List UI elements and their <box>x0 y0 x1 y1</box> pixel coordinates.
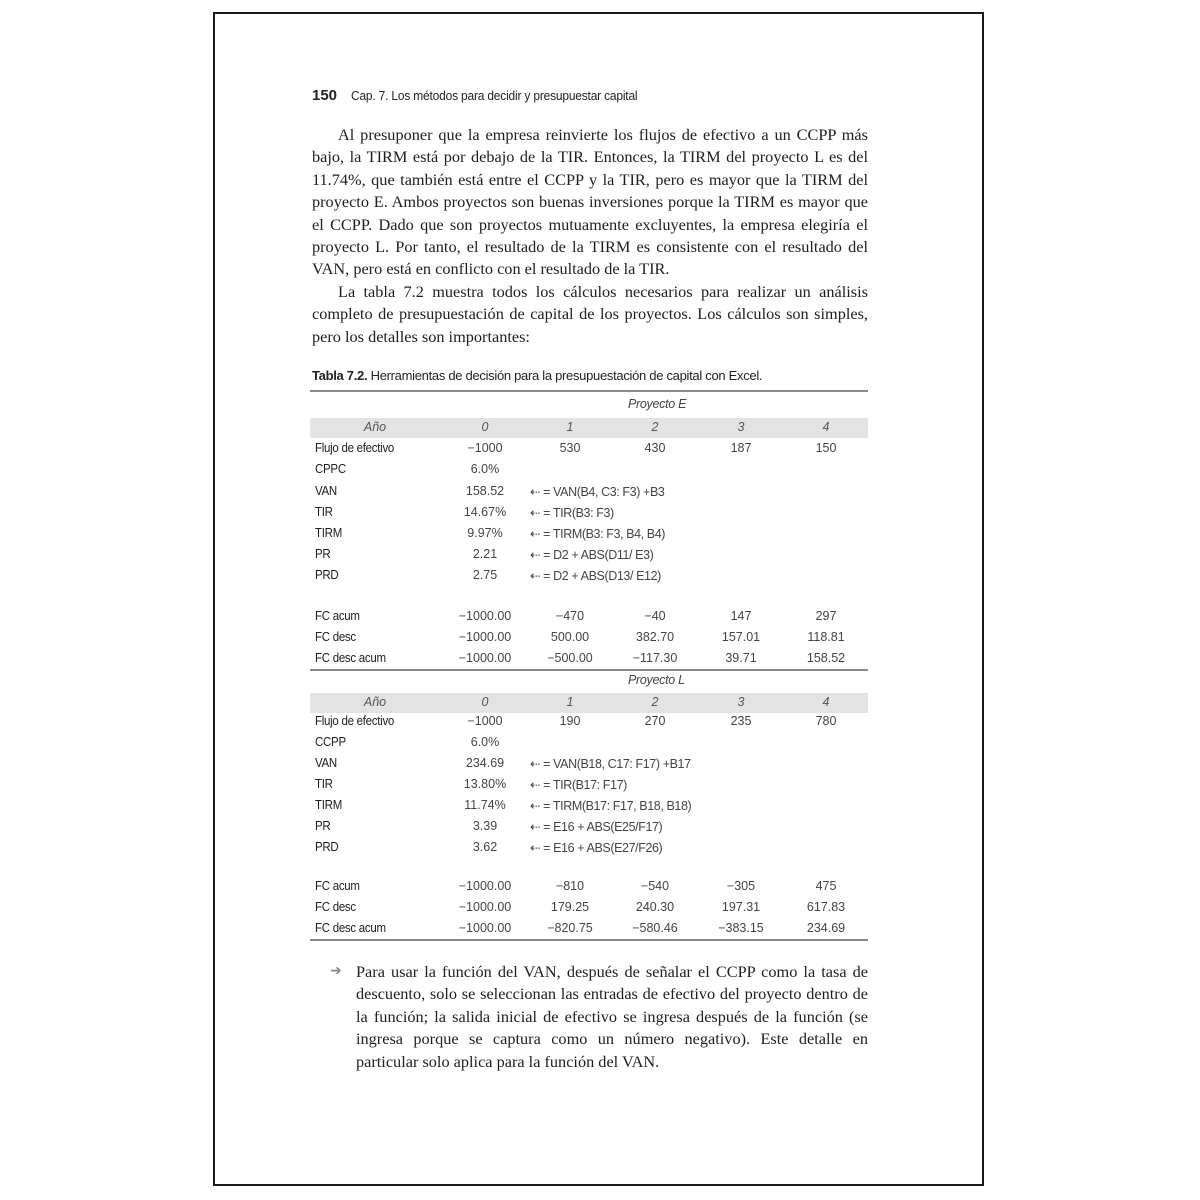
table-cell: 617.83 <box>806 900 846 914</box>
excel-formula: ⇠ = VAN(B18, C17: F17) +B17 <box>530 757 691 771</box>
paragraph: La tabla 7.2 muestra todos los cálculos necesarios para realizar un análisis completo de presupuestación de capital de los proyectos. Los cálculos son simples, pero los detalles son importantes: <box>312 281 868 346</box>
row-label: VAN <box>315 484 337 498</box>
table-cell: 9.97% <box>467 526 503 540</box>
table-row-metric <box>310 777 868 797</box>
table-row-metric <box>310 756 868 776</box>
project-l-year-header <box>310 693 868 713</box>
table-cell: 6.0% <box>470 462 500 476</box>
row-label: FC acum <box>315 879 360 893</box>
table-row-cash-flow <box>310 441 868 461</box>
table-row-metric <box>310 526 868 546</box>
table-cell: 2.75 <box>472 568 498 582</box>
table-row-metric <box>310 798 868 818</box>
table-cell: 187 <box>730 441 752 455</box>
year-header-cell: 4 <box>822 695 830 709</box>
table-cell: 39.71 <box>725 651 757 665</box>
table-cell: −1000.00 <box>458 609 512 623</box>
table-row-metric <box>310 484 868 504</box>
row-label: TIRM <box>315 526 343 540</box>
table-cell: 147 <box>730 609 752 623</box>
table-cell: 158.52 <box>806 651 846 665</box>
table-row-cumulative <box>310 900 868 920</box>
table-caption <box>312 368 872 383</box>
table-cell: −810 <box>555 879 585 893</box>
table-cell: 14.67% <box>463 505 507 519</box>
row-label: PRD <box>315 568 339 582</box>
row-label: PRD <box>315 840 339 854</box>
table-cell: −1000.00 <box>458 921 512 935</box>
excel-formula: ⇠ = E16 + ABS(E27/F26) <box>530 841 663 855</box>
table-row-cumulative <box>310 630 868 650</box>
excel-formula: ⇠ = E16 + ABS(E25/F17) <box>530 820 663 834</box>
table-row-cumulative <box>310 609 868 629</box>
table-cell: 780 <box>815 714 837 728</box>
table-cell: −40 <box>644 609 666 623</box>
table-cell: −470 <box>555 609 585 623</box>
table-cell: 13.80% <box>463 777 507 791</box>
table-cell: 270 <box>644 714 666 728</box>
table-cell: −1000.00 <box>458 651 512 665</box>
table-cell: −500.00 <box>547 651 593 665</box>
table-row-rate <box>310 462 868 482</box>
row-label: CPPC <box>315 462 346 476</box>
year-header-cell: 0 <box>481 695 489 709</box>
excel-formula: ⇠ = D2 + ABS(D11/ E3) <box>530 548 654 562</box>
row-label: PR <box>315 547 331 561</box>
year-header-cell: 2 <box>651 695 659 709</box>
table-caption-label: Tabla 7.2. <box>312 368 368 383</box>
project-e-year-header <box>310 418 868 438</box>
table-cell: 158.52 <box>465 484 505 498</box>
table-cell: 297 <box>815 609 837 623</box>
year-header-cell: 1 <box>566 420 574 434</box>
table-cell: 190 <box>559 714 581 728</box>
table-row-cumulative <box>310 879 868 899</box>
table-cell: 234.69 <box>806 921 846 935</box>
table-row-cumulative <box>310 651 868 671</box>
table-bottom-rule <box>310 939 868 941</box>
row-label: FC desc acum <box>315 921 386 935</box>
row-label: FC desc <box>315 900 356 914</box>
table-top-rule <box>310 390 868 392</box>
excel-formula: ⇠ = TIRM(B17: F17, B18, B18) <box>530 799 692 813</box>
row-label: Flujo de efectivo <box>315 441 395 455</box>
row-label: FC acum <box>315 609 360 623</box>
table-cell: −117.30 <box>632 651 678 665</box>
table-cell: −305 <box>726 879 756 893</box>
table-cell: 430 <box>644 441 666 455</box>
table-row-metric <box>310 840 868 860</box>
table-cell: 382.70 <box>635 630 675 644</box>
table-cell: 3.39 <box>472 819 498 833</box>
table-cell: 2.21 <box>472 547 498 561</box>
table-cell: 3.62 <box>472 840 498 854</box>
year-header-cell: 4 <box>822 420 830 434</box>
table-cell: −1000.00 <box>458 879 512 893</box>
row-label: CCPP <box>315 735 346 749</box>
table-cell: 118.81 <box>807 630 845 644</box>
body-paragraphs <box>312 124 868 348</box>
table-cell: 6.0% <box>470 735 500 749</box>
table-row-cumulative <box>310 921 868 941</box>
year-header-cell: 3 <box>737 420 745 434</box>
year-header-cell: 1 <box>566 695 574 709</box>
table-cell: 11.74% <box>464 798 506 812</box>
bullet-text: Para usar la función del VAN, después de señalar el CCPP como la tasa de descuento, solo se seleccionan las entradas de efectivo del proyecto dentro de la función; la salida inicial de efectivo se ingresa después de la función (se ingresa porque se captura como un número negativo). Este detalle en particular solo aplica para la función del VAN. <box>356 962 868 1071</box>
table-caption-text: Herramientas de decisión para la presupuestación de capital con Excel. <box>367 368 763 383</box>
table-row-metric <box>310 547 868 567</box>
row-label: VAN <box>315 756 337 770</box>
table-row-metric <box>310 568 868 588</box>
excel-formula: ⇠ = D2 + ABS(D13/ E12) <box>530 569 661 583</box>
row-label: TIRM <box>315 798 343 812</box>
table-cell: 179.25 <box>550 900 590 914</box>
table-cell: 150 <box>815 441 837 455</box>
year-header-cell: 3 <box>737 695 745 709</box>
table-row-cash-flow <box>310 714 868 734</box>
row-label: FC desc acum <box>315 651 386 665</box>
excel-formula: ⇠ = TIR(B17: F17) <box>530 778 627 792</box>
arrow-right-icon: ➜ <box>330 964 342 979</box>
table-cell: −820.75 <box>547 921 593 935</box>
year-header-cell: 2 <box>651 420 659 434</box>
table-cell: 530 <box>559 441 581 455</box>
table-cell: −383.15 <box>718 921 764 935</box>
table-cell: 235 <box>730 714 752 728</box>
row-label: Flujo de efectivo <box>315 714 395 728</box>
table-cell: −1000 <box>467 441 503 455</box>
excel-formula: ⇠ = TIR(B3: F3) <box>530 506 614 520</box>
paragraph: Al presuponer que la empresa reinvierte los flujos de efectivo a un CCPP más bajo, la TIRM está por debajo de la TIR. Entonces, la TIRM del proyecto L es del 11.74%, que también está entre el CCPP y la TIR, pero es mayor que la TIRM del proyecto E. Ambos proyectos son buenas inversiones porque la TIRM es mayor que el CCPP. Dado que son proyectos mutuamente excluyentes, la empresa elegiría el proyecto L. Por tanto, el resultado de la TIRM es consistente con el resultado del VAN, pero está en conflicto con el resultado de la TIR. <box>312 125 868 279</box>
table-row-metric <box>310 505 868 525</box>
table-cell: 240.30 <box>635 900 675 914</box>
year-header-label: Año <box>363 420 387 434</box>
page-number: 150 <box>312 87 338 104</box>
excel-formula: ⇠ = TIRM(B3: F3, B4, B4) <box>530 527 666 541</box>
row-label: PR <box>315 819 331 833</box>
table-cell: 197.31 <box>721 900 761 914</box>
table-cell: 157.01 <box>721 630 761 644</box>
table-cell: −1000 <box>467 714 503 728</box>
table-row-rate <box>310 735 868 755</box>
running-head <box>312 87 662 107</box>
row-label: TIR <box>315 777 333 791</box>
table-cell: 500.00 <box>550 630 590 644</box>
excel-formula: ⇠ = VAN(B4, C3: F3) +B3 <box>530 485 665 499</box>
table-row-metric <box>310 819 868 839</box>
row-label: FC desc <box>315 630 356 644</box>
year-header-cell: 0 <box>481 420 489 434</box>
table-cell: −1000.00 <box>458 900 512 914</box>
chapter-title: Cap. 7. Los métodos para decidir y presupuestar capital <box>351 88 638 103</box>
year-header-label: Año <box>363 695 387 709</box>
table-cell: 234.69 <box>465 756 505 770</box>
row-label: TIR <box>315 505 333 519</box>
table-cell: −540 <box>640 879 670 893</box>
table-cell: −580.46 <box>632 921 678 935</box>
table-section-rule <box>310 669 868 671</box>
table-cell: −1000.00 <box>458 630 512 644</box>
bullet-note <box>332 961 868 1073</box>
table-cell: 475 <box>815 879 837 893</box>
